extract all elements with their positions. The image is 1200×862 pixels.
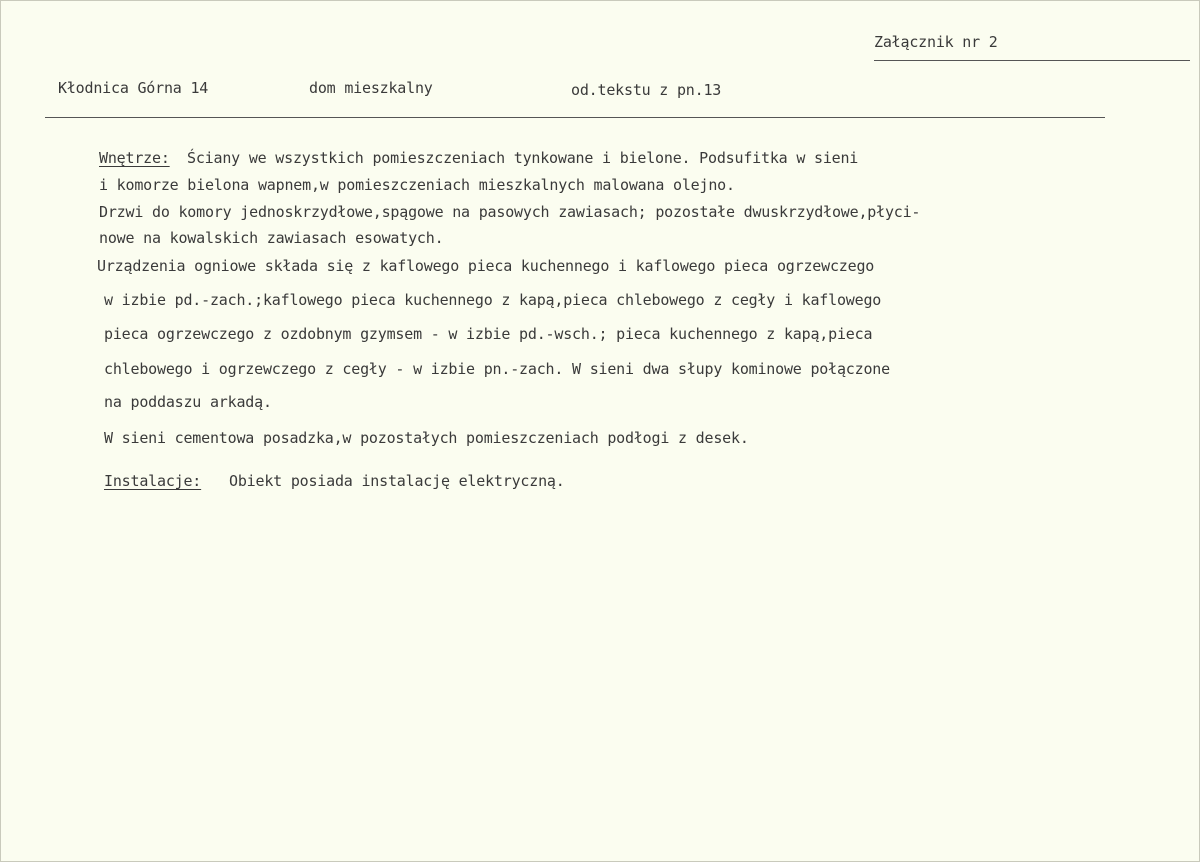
doors-line: nowe na kowalskich zawiasach esowatych. [99, 229, 444, 247]
fire-line: Urządzenia ogniowe składa się z kaflowego pieca kuchennego i kaflowego pieca ogrzewczego [97, 257, 875, 275]
installations-label: Instalacje: [104, 472, 202, 490]
fire-line: pieca ogrzewczego z ozdobnym gzymsem - w izbie pd.-wsch.; pieca kuchennego z kapą,pieca [104, 325, 873, 343]
fire-line: na poddaszu arkadą. [104, 393, 272, 411]
annex-number: Załącznik nr 2 [874, 33, 998, 51]
interior-label: Wnętrze: [99, 149, 170, 167]
doors-line: Drzwi do komory jednoskrzydłowe,spągowe na pasowych zawiasach; pozostałe dwuskrzydłowe,płyci- [99, 203, 921, 221]
interior-line: i komorze bielona wapnem,w pomieszczeniach mieszkalnych malowana olejno. [99, 176, 735, 194]
building-type: dom mieszkalny [309, 79, 433, 97]
address: Kłodnica Górna 14 [58, 79, 209, 97]
floor-line: W sieni cementowa posadzka,w pozostałych pomieszczeniach podłogi z desek. [104, 429, 749, 447]
fire-line: chlebowego i ogrzewczego z cegły - w izbie pn.-zach. W sieni dwa słupy kominowe połączone [104, 360, 890, 378]
interior-line: Ściany we wszystkich pomieszczeniach tynkowane i bielone. Podsufitka w sieni [187, 149, 859, 167]
annex-underline [874, 60, 1190, 61]
header-rule [45, 117, 1105, 118]
fire-line: w izbie pd.-zach.;kaflowego pieca kuchennego z kapą,pieca chlebowego z cegły i kaflowego [104, 291, 882, 309]
continuation-note: od.tekstu z pn.13 [571, 81, 722, 99]
installations-text: Obiekt posiada instalację elektryczną. [229, 472, 565, 490]
